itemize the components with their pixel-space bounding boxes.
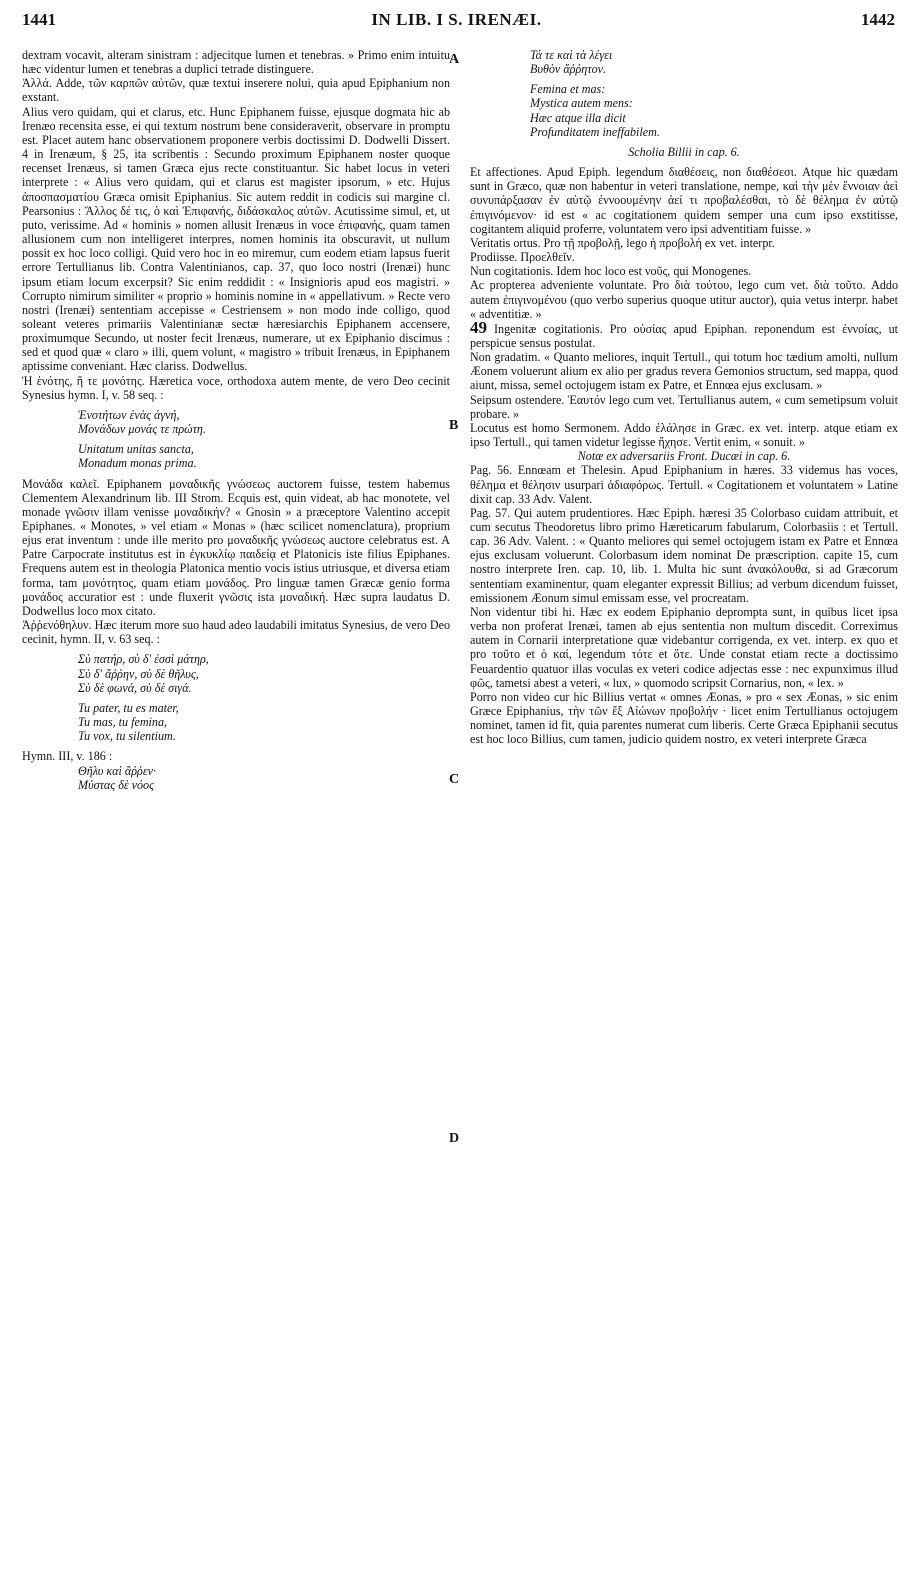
- paragraph: Porro non video cur hic Billius vertat « omnes Æonas, » pro « sex Æonas, » sic enim Græce Epiphanius, τὴν τῶν ἕξ Αἰώνων προβολήν · licet enim Tertullianus octojugem nominet, tamen id fit, quia parentes numerat cum liberis. Certe Græca Epiphanii secutus est hoc loco Billius, cum tamen, judicio quidem nostro, ex veteri interprete Græca: [470, 689, 898, 747]
- paragraph: [470, 317, 899, 350]
- margin-letter-a: A: [449, 52, 460, 67]
- verse-line: Femina et mas:: [530, 82, 606, 97]
- paragraph: Pag. 57. Qui autem prudentiores. Hæc Epiph. hæresi 35 Colorbaso cuidam attribuit, et cum secutus Theodoretus libro primo Hæreticarum fabularum, Colorbasiis : et Tertull. cap. 36 Adv. Valent. : « Quanto meliores qui semel octojugem istam ex Patre et Ennœa ejus exclusam voluerunt. Colorbasum idem nominat De præscription. capite 15, cum nostro interprete Iren. cap. 10, lib. 1. Multa hic sunt ἀνακόλουθα, si ad Græcorum sententiam examinentur, quam eleganter expressit Billius; ad verbum dicendum fuisset, emissionem Æonum simul emissam esse, vel procreatam.: [470, 505, 898, 605]
- margin-letter-d: D: [449, 1131, 460, 1146]
- verse-line: Tu mas, tu femina,: [78, 715, 168, 730]
- right-page-number: 1442: [861, 10, 895, 29]
- paragraph: Ἀλλά. Adde, τῶν καρπῶν αὐτῶν, quæ textui inserere nolui, quia apud Epiphanium non exstant.: [22, 76, 450, 105]
- verse-line: Μύστας δὲ νόος: [78, 777, 154, 792]
- paragraph: Seipsum ostendere. Ἑαυτόν lego cum vet. Tertullianus autem, « cum semetipsum voluit probare. »: [470, 392, 898, 421]
- paragraph: Prodiisse. Προελθεῖν.: [470, 250, 575, 265]
- section-heading: Notæ ex adversariis Front. Ducæi in cap. 6.: [577, 449, 791, 464]
- verse-line: Σὺ πατήρ, σὺ δ' ἐσσὶ μάτηρ,: [78, 652, 209, 667]
- running-title: IN LIB. I S. IRENÆI.: [371, 10, 542, 29]
- verse-line: Μονάδων μονάς τε πρώτη.: [78, 422, 206, 437]
- margin-letter-c: C: [449, 772, 460, 787]
- paragraph: Alius vero quidam, qui et clarus, etc. Hunc Epiphanem fuisse, ejusque dogmata hic ab Irenæo recensita esse, ei qui textum nostrum bene consideraverit, observare in promptu est. Placet autem hanc observationem proponere verbis doctissimi D. Dodwelli Dissert. 4 in Irenæum, § 25, ita scribentis : Secundo proximum Epiphanem noster quoque recenset Irenæus, si tamen Græca ejus recte constituantur. Sic habet locus in veteri interprete : « Alius vero quidam, qui et clarus est magister ipsorum, » etc. Hujus ἀποσπασματίου Græca omisit Epiphanius. Sic autem reddit in codicis sui margine cl. Pearsonius : Ἄλλος δέ τις, ὁ καὶ Ἐπιφανής, διδάσκαλος αὐτῶν. Acutissime simul, et, ut puto, verissime. Ad « hominis » nomen allusit Irenæus in voce ἐπιφανής, quam tamen allusionem cum non intelligeret interpres, nomen hominis ita obscuravit, ut nullum possit ex hoc loco colligi. Quid vero hoc in eo miremur, cum eodem etiam lapsus fuerit errore Tertullianus lib. Contra Valentinianos, cap. 37, quo loco nostri (Irenæi) hunc ipsum etiam locum excerpsit? Sic enim reddidit : « Insignioris apud eos magistri. » Corrupto nimirum similiter « proprio » hominis nomine in « appellativum. » Recte vero nostri (Irenæi) sententiam accepisse « Cestriensem » non modo inde colligo, quod soleant veteres primariis Valentinianæ sectæ hæresiarchis Epiphanem accensere, proximumque Secundo, ut noster fecit Irenæus, numerare, ut ex Epiphanio discimus : sed et quod quæ « claro » illi, quem volunt, « magistro » tribuit Irenæus, in Epiphanem aptissime conveniant. Hæc clariss. Dodwellus.: [22, 104, 450, 374]
- verse-line: Tu pater, tu es mater,: [78, 700, 179, 715]
- paragraph: Μονάδα καλεῖ. Epiphanem μοναδικῆς γνώσεως auctorem fuisse, testem habemus Clementem Alexandrinum lib. III Strom. Ecquis est, quin videat, ab hac monotete, vel monade γνῶσιν illam venisse μοναδικήν? « Gnosin » a præceptore Valentino accepit Epiphanes. « Monotes, » vel etiam « Monas » (hæc scilicet nomenclatura), proprium ejus erat inventum : unde ille merito pro μοναδικῆς γνώσεως auctore celebratus est. A Patre Carpocrate institutus est in ἐγκυκλίῳ παιδείᾳ et Platonicis iste filius Epiphanes. Frequens autem est in theologia Platonica mentio vocis istius utriusque, et diversa etiam forma, tam μονότητος, quam etiam μονάδος. Pro linguæ tamen Græcæ genio forma μονάδος accuratior est : unde fluxerit γνῶσις ista μοναδική. Hæc supra laudatus D. Dodwellus loco mox citato.: [22, 476, 450, 618]
- paragraph: Ac propterea adveniente voluntate. Pro διὰ τούτου, lego cum vet. διὰ τοῦτο. Addo autem ἐπιγινομένου (quo verbo superius quoque utitur auctor), quia vetus interpr. habet « adventitiæ. »: [470, 278, 898, 321]
- paragraph: Nun cogitationis. Idem hoc loco est νοῦς, qui Monogenes.: [470, 264, 752, 279]
- verse-line: Profunditatem ineffabilem.: [530, 124, 660, 139]
- verse-line: Unitatum unitas sancta,: [78, 442, 194, 457]
- verse-line: Mystica autem mens:: [530, 96, 633, 111]
- page-header: [0, 10, 913, 38]
- verse-line: Monadum monas prima.: [78, 456, 197, 471]
- verse-line: Βυθὸν ἄῤῥητον.: [530, 62, 607, 77]
- paragraph: Ἡ ἑνότης, ἥ τε μονότης. Hæretica voce, orthodoxa autem mente, de vero Deo cecinit Synesius hymn. I, v. 58 seq. :: [22, 373, 450, 402]
- verse-line: Σὺ δ' ἄῤῥην, σὺ δὲ θῆλυς,: [78, 666, 199, 681]
- paragraph: Locutus est homo Sermonem. Addo ἐλάλησε in Græc. ex vet. interp. atque etiam ex ipso Tertull., qui tamen videtur legisse ἤχησε. Vertit enim, « sonuit. »: [470, 420, 898, 450]
- section-heading: Scholia Billii in cap. 6.: [628, 144, 740, 159]
- paragraph-text: Ingenitæ cogitationis. Pro οὐσίας apud Epiphan. reponendum est ἐννοίας, ut perspicue sensus postulat.: [470, 321, 899, 350]
- paragraph: Non videntur tibi hi. Hæc ex eodem Epiphanio deprompta sunt, in quibus licet ipsa verba non proferat Irenæi, tamen ab ejus sententia non multum discedit. Correximus autem in Cornarii interpretatione quæ videbantur corrigenda, ex vet. interp. ex quo et pro τοῦτο et ὁ καί, legendum τότε et ὅτε. Unde constat etiam recte a doctissimo Feuardentio quatuor illas voculas ex veteri codice adjectas esse : nec expunximus illud φῶς, tametsi abest a veteri, « lux, » quomodo scripsit Cornarius, non, « lex. »: [470, 604, 898, 690]
- section-number: 49: [470, 317, 487, 337]
- verse-line: Ἑνοτήτων ἑνὰς ἁγνή,: [78, 407, 180, 422]
- verse-line: Σὺ δὲ φωνά, σὺ δὲ σιγά.: [78, 680, 192, 695]
- paragraph: Non gradatim. « Quanto meliores, inquit Tertull., qui totum hoc tædium amolti, nullum Æonem voluerunt alium ex alio per gradus revera Gemonios structum, sed mappa, quod aiunt, missa, semel octojugem istam ex Patre, et Ennœa ejus exclusam. »: [470, 350, 898, 393]
- verse-line: Hæc atque illa dicit: [530, 110, 626, 125]
- verse-line: Θῆλυ καὶ ἄῤῥεν·: [78, 763, 156, 778]
- verse-line: Tu vox, tu silentium.: [78, 729, 176, 744]
- paragraph: Et affectiones. Apud Epiph. legendum διαθέσεις, non διαθέσεσι. Atque hic quædam sunt in Græco, quæ non habentur in veteri translatione, nempe, καὶ τὴν μὲν ἔννοιαν ἀεὶ συνυπάρξασαν ἐν αὐτῷ ἐννοουμένην ἀεί τι προβαλέσθαι, τὸ δὲ θέλημα ἐν αὐτῷ ἐπιγινόμενον· id est « ac cogitationem quidem semper una cum ipso exstitisse, cogitantem aliquid proferre, voluntatem vero ipsi adventitiam fuisse. »: [470, 165, 898, 236]
- paragraph: dextram vocavit, alteram sinistram : adjecitque lumen et tenebras. » Primo enim intuitu hæc videntur lumen et tenebras a duplici tetrade distinguere.: [22, 48, 450, 77]
- paragraph: Pag. 56. Ennœam et Thelesin. Apud Epiphanium in hæres. 33 videmus has voces, θέλημα et θέλησιν usurpari ἀδιαφόρως. Tertull. « Cogitationem et voluntatem » Latine dixit cap. 33 Adv. Valent.: [470, 463, 898, 506]
- verse-line: Τά τε καὶ τὰ λέγει: [530, 48, 613, 62]
- right-column: [470, 48, 898, 747]
- left-page-number: 1441: [22, 10, 56, 29]
- paragraph: Veritatis ortus. Pro τῇ προβολῇ, lego ἡ προβολή ex vet. interpr.: [470, 235, 775, 250]
- margin-letter-b: B: [449, 418, 459, 433]
- hymn-reference: Hymn. III, v. 186 :: [22, 749, 113, 764]
- paragraph: Ἀῤῥενόθηλυν. Hæc iterum more suo haud adeo laudabili imitatus Synesius, de vero Deo cecinit, hymn. II, v. 63 seq. :: [22, 618, 451, 647]
- left-column: [22, 48, 450, 792]
